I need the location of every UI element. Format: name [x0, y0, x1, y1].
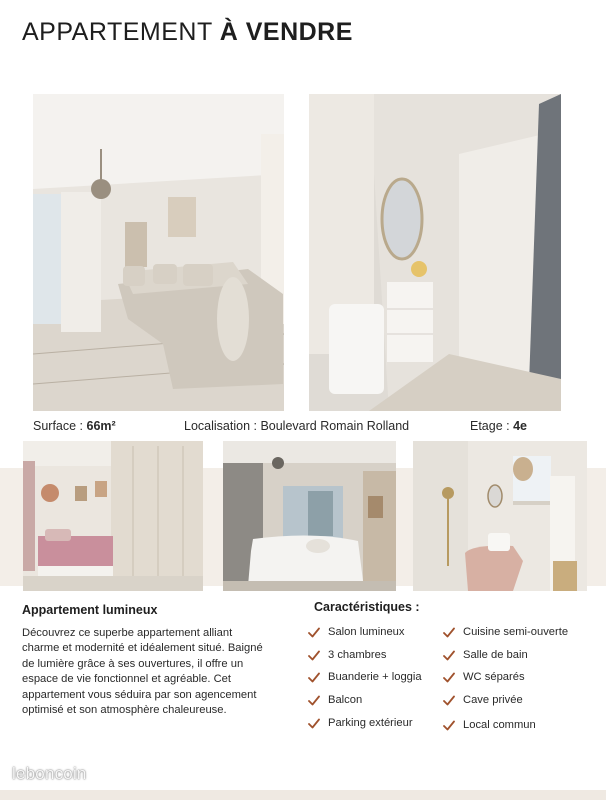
check-icon [308, 695, 320, 706]
feature-item: WC séparés [443, 671, 525, 683]
check-icon [308, 672, 320, 683]
feature-item: Salon lumineux [308, 626, 405, 638]
feature-item: Cave privée [443, 694, 523, 706]
check-icon [443, 672, 455, 683]
feature-item: Buanderie + loggia [308, 671, 422, 683]
localisation-info: Localisation : Boulevard Romain Rolland [184, 419, 410, 433]
feature-item: Balcon [308, 694, 362, 706]
footer-band [0, 790, 606, 800]
bedroom-photo [223, 441, 396, 591]
description-title: Appartement lumineux [22, 603, 158, 617]
feature-item: Parking extérieur [308, 717, 413, 729]
check-icon [443, 650, 455, 661]
check-icon [443, 695, 455, 706]
description-text: Découvrez ce superbe appartement alliant charme et modernité et idéalement situé. Baigné de lumière grâce à ses ouvertures, il offre un espace de vie fonctionnel et agréable. Cet appartement vous séduira par son agencement optimisé et son atmosphère chaleureuse. [22, 627, 263, 717]
check-icon [308, 718, 320, 729]
feature-item: 3 chambres [308, 649, 386, 661]
etage-info: Etage : 4e [470, 419, 527, 433]
living-room-photo [33, 94, 284, 411]
surface-info: Surface : 66m² [33, 419, 116, 433]
feature-item: Local commun [443, 719, 536, 731]
check-icon [308, 627, 320, 638]
check-icon [308, 650, 320, 661]
entrance-photo [309, 94, 561, 411]
bedroom-photo [23, 441, 203, 591]
feature-item: Salle de bain [443, 649, 528, 661]
leboncoin-watermark: leboncoin [12, 764, 87, 783]
check-icon [443, 720, 455, 731]
page-title: APPARTEMENT À VENDRE [22, 18, 353, 46]
check-icon [443, 627, 455, 638]
bathroom-photo [413, 441, 587, 591]
features-title: Caractéristiques : [314, 600, 420, 614]
feature-item: Cuisine semi-ouverte [443, 626, 568, 638]
